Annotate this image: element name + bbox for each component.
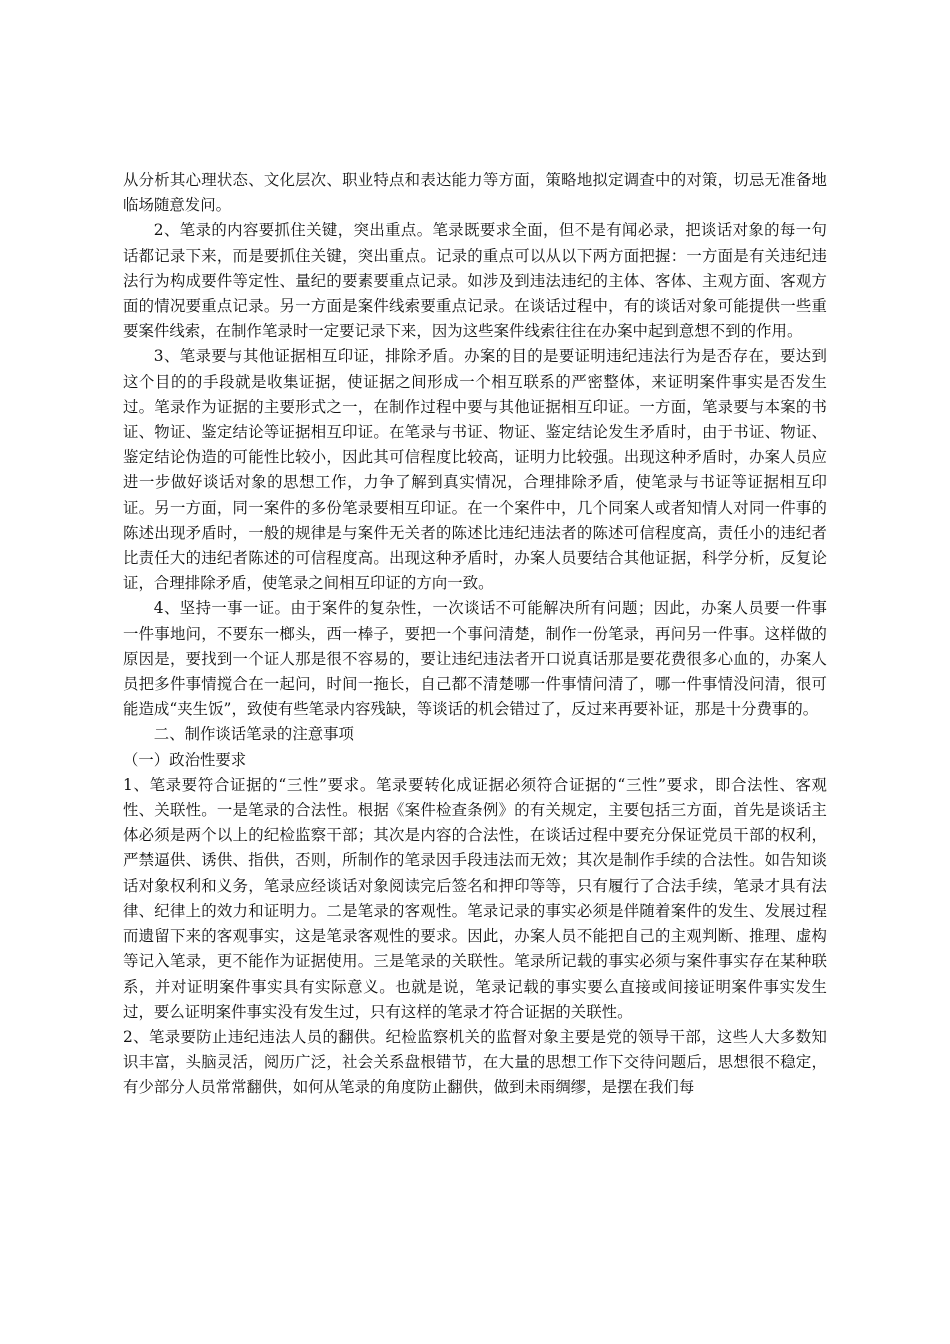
paragraph-point-3: 3、笔录要与其他证据相互印证，排除矛盾。办案的目的是要证明违纪违法行为是否存在，要达到这个目的的手段就是收集证据，使证据之间形成一个相互联系的严密整体，来证明案件事实是否发生过。笔录作为证据的主要形式之一，在制作过程中要与其他证据相互印证。一方面，笔录要与本案的书证、物证、鉴定结论等证据相互印证。在笔录与书证、物证、鉴定结论发生矛盾时，由于书证、物证、鉴定结论伪造的可能性比较小，因此其可信程度比较高，证明力比较强。出现这种矛盾时，办案人员应进一步做好谈话对象的思想工作，力争了解到真实情况，合理排除矛盾，使笔录与书证等证据相互印证。另一方面，同一案件的多份笔录要相互印证。在一个案件中，几个同案人或者知情人对同一件事的陈述出现矛盾时，一般的规律是与案件无关者的陈述比违纪违法者的陈述可信程度高，责任小的违纪者比责任大的违纪者陈述的可信程度高。出现这种矛盾时，办案人员要结合其他证据，科学分析，反复论证，合理排除矛盾，使笔录之间相互印证的方向一致。 xyxy=(123,347,827,593)
paragraph-continuation: 从分析其心理状态、文化层次、职业特点和表达能力等方面，策略地拟定调查中的对策，切忌无准备地临场随意发问。 xyxy=(123,171,827,215)
paragraph-point-2: 2、笔录的内容要抓住关键，突出重点。笔录既要求全面，但不是有闻必录，把谈话对象的每一句话都记录下来，而是要抓住关键，突出重点。记录的重点可以从以下两方面把握：一方面是有关违纪违法行为构成要件等定性、量纪的要素要重点记录。如涉及到违法违纪的主体、客体、主观方面、客观方面的情况要重点记录。另一方面是案件线索要重点记录。在谈话过程中，有的谈话对象可能提供一些重要案件线索，在制作笔录时一定要记录下来，因为这些案件线索往往在办案中起到意想不到的作用。 xyxy=(123,221,827,341)
document-page xyxy=(123,168,827,1101)
section-heading: 二、制作谈话笔录的注意事项 xyxy=(153,725,354,744)
paragraph-requirement-2: 2、笔录要防止违纪违法人员的翻供。纪检监察机关的监督对象主要是党的领导干部，这些人大多数知识丰富，头脑灵活，阅历广泛，社会关系盘根错节，在大量的思想工作下交待问题后，思想很不稳定，有少部分人员常常翻供，如何从笔录的角度防止翻供，做到未雨绸缪，是摆在我们每 xyxy=(123,1027,827,1097)
paragraph-point-4: 4、坚持一事一证。由于案件的复杂性，一次谈话不可能解决所有问题；因此，办案人员要一件事一件事地问，不要东一榔头，西一棒子，要把一个事问清楚，制作一份笔录，再问另一件事。这样做的原因是，要找到一个证人那是很不容易的，要让违纪违法者开口说真话那是要花费很多心血的，办案人员把多件事情搅合在一起问，时间一拖长，自己都不清楚哪一件事情问清了，哪一件事情没问清，很可能造成“夹生饭”，致使有些笔录内容残缺，等谈话的机会错过了，反过来再要补证，那是十分费事的。 xyxy=(123,599,827,719)
subsection-heading: （一）政治性要求 xyxy=(123,750,247,769)
paragraph-requirement-1: 1、笔录要符合证据的“三性”要求。笔录要转化成证据必须符合证据的“三性”要求，即合法性、客观性、关联性。一是笔录的合法性。根据《案件检查条例》的有关规定，主要包括三方面，首先是谈话主体必须是两个以上的纪检监察干部；其次是内容的合法性，在谈话过程中要充分保证党员干部的权利，严禁逼供、诱供、指供，否则，所制作的笔录因手段违法而无效；其次是制作手续的合法性。如告知谈话对象权利和义务，笔录应经谈话对象阅读完后签名和押印等等，只有履行了合法手续，笔录才具有法律、纪律上的效力和证明力。二是笔录的客观性。笔录记录的事实必须是伴随着案件的发生、发展过程而遗留下来的客观事实，这是笔录客观性的要求。因此，办案人员不能把自己的主观判断、推理、虚构等记入笔录，更不能作为证据使用。三是笔录的关联性。笔录所记载的事实必须与案件事实存在某种联系，并对证明案件事实具有实际意义。也就是说，笔录记载的事实要么直接或间接证明案件事实发生过，要么证明案件事实没有发生过，只有这样的笔录才符合证据的关联性。 xyxy=(123,775,827,1021)
